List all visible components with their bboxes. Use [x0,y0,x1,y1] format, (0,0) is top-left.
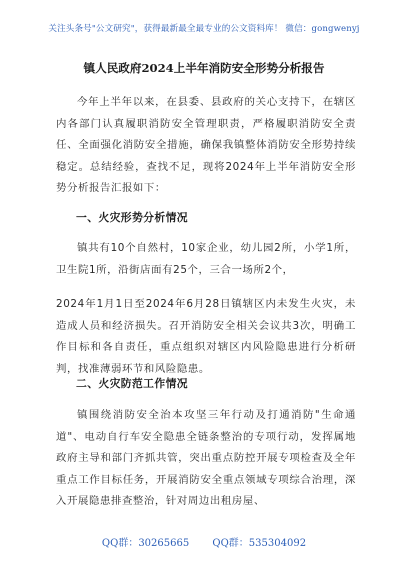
header-banner: 关注头条号"公文研究"，获得最新最全最专业的公文资料库！ 微信：gongwenyj [48,24,360,34]
document-title: 镇人民政府2024上半年消防安全形势分析报告 [83,61,325,75]
intro-paragraph: 今年上半年以来，在县委、县政府的关心支持下，在辖区内各部门认真履职消防安全管理职责，严格履职消防安全责任、全面强化消防安全措施，确保我镇整体消防安全形势持续稳定。总结经验，查找不足，现将2024年上半年消防安全形势分析报告汇报如下： [56,96,356,195]
footer-qq-group-2: QQ群：535304092 [212,538,307,549]
section-1-paragraph-1: 镇共有10个自然村，10家企业，幼儿园2所，小学1所，卫生院1所，沿街店面有25个，三合一场所2个， [56,242,356,276]
section-2-paragraph-1: 镇围绕消防安全治本攻坚三年行动及打通消防"生命通道"、电动自行车安全隐患全链条整治的专项行动，发挥属地政府主导和部门齐抓共管，突出重点防控开展专项检查及全年重点工作目标任务，开展消防安全重点领域专项综合治理，深入开展隐患排查整治，针对周边出租房屋、 [56,409,356,508]
footer-qq-group-1: QQ群：30265665 [101,538,190,549]
section-heading-fire-prevention: 二、火灾防范工作情况 [76,377,188,390]
footer-contact [0,534,408,549]
section-heading-fire-situation: 一、火灾形势分析情况 [76,211,188,224]
section-1-paragraph-2: 2024年1月1日至2024年6月28日镇辖区内未发生火灾，未造成人员和经济损失。召开消防安全相关会议共3次，明确工作目标和各自责任，重点组织对辖区内风险隐患进行分析研判，找准薄弱环节和风险隐患。 [56,298,356,375]
